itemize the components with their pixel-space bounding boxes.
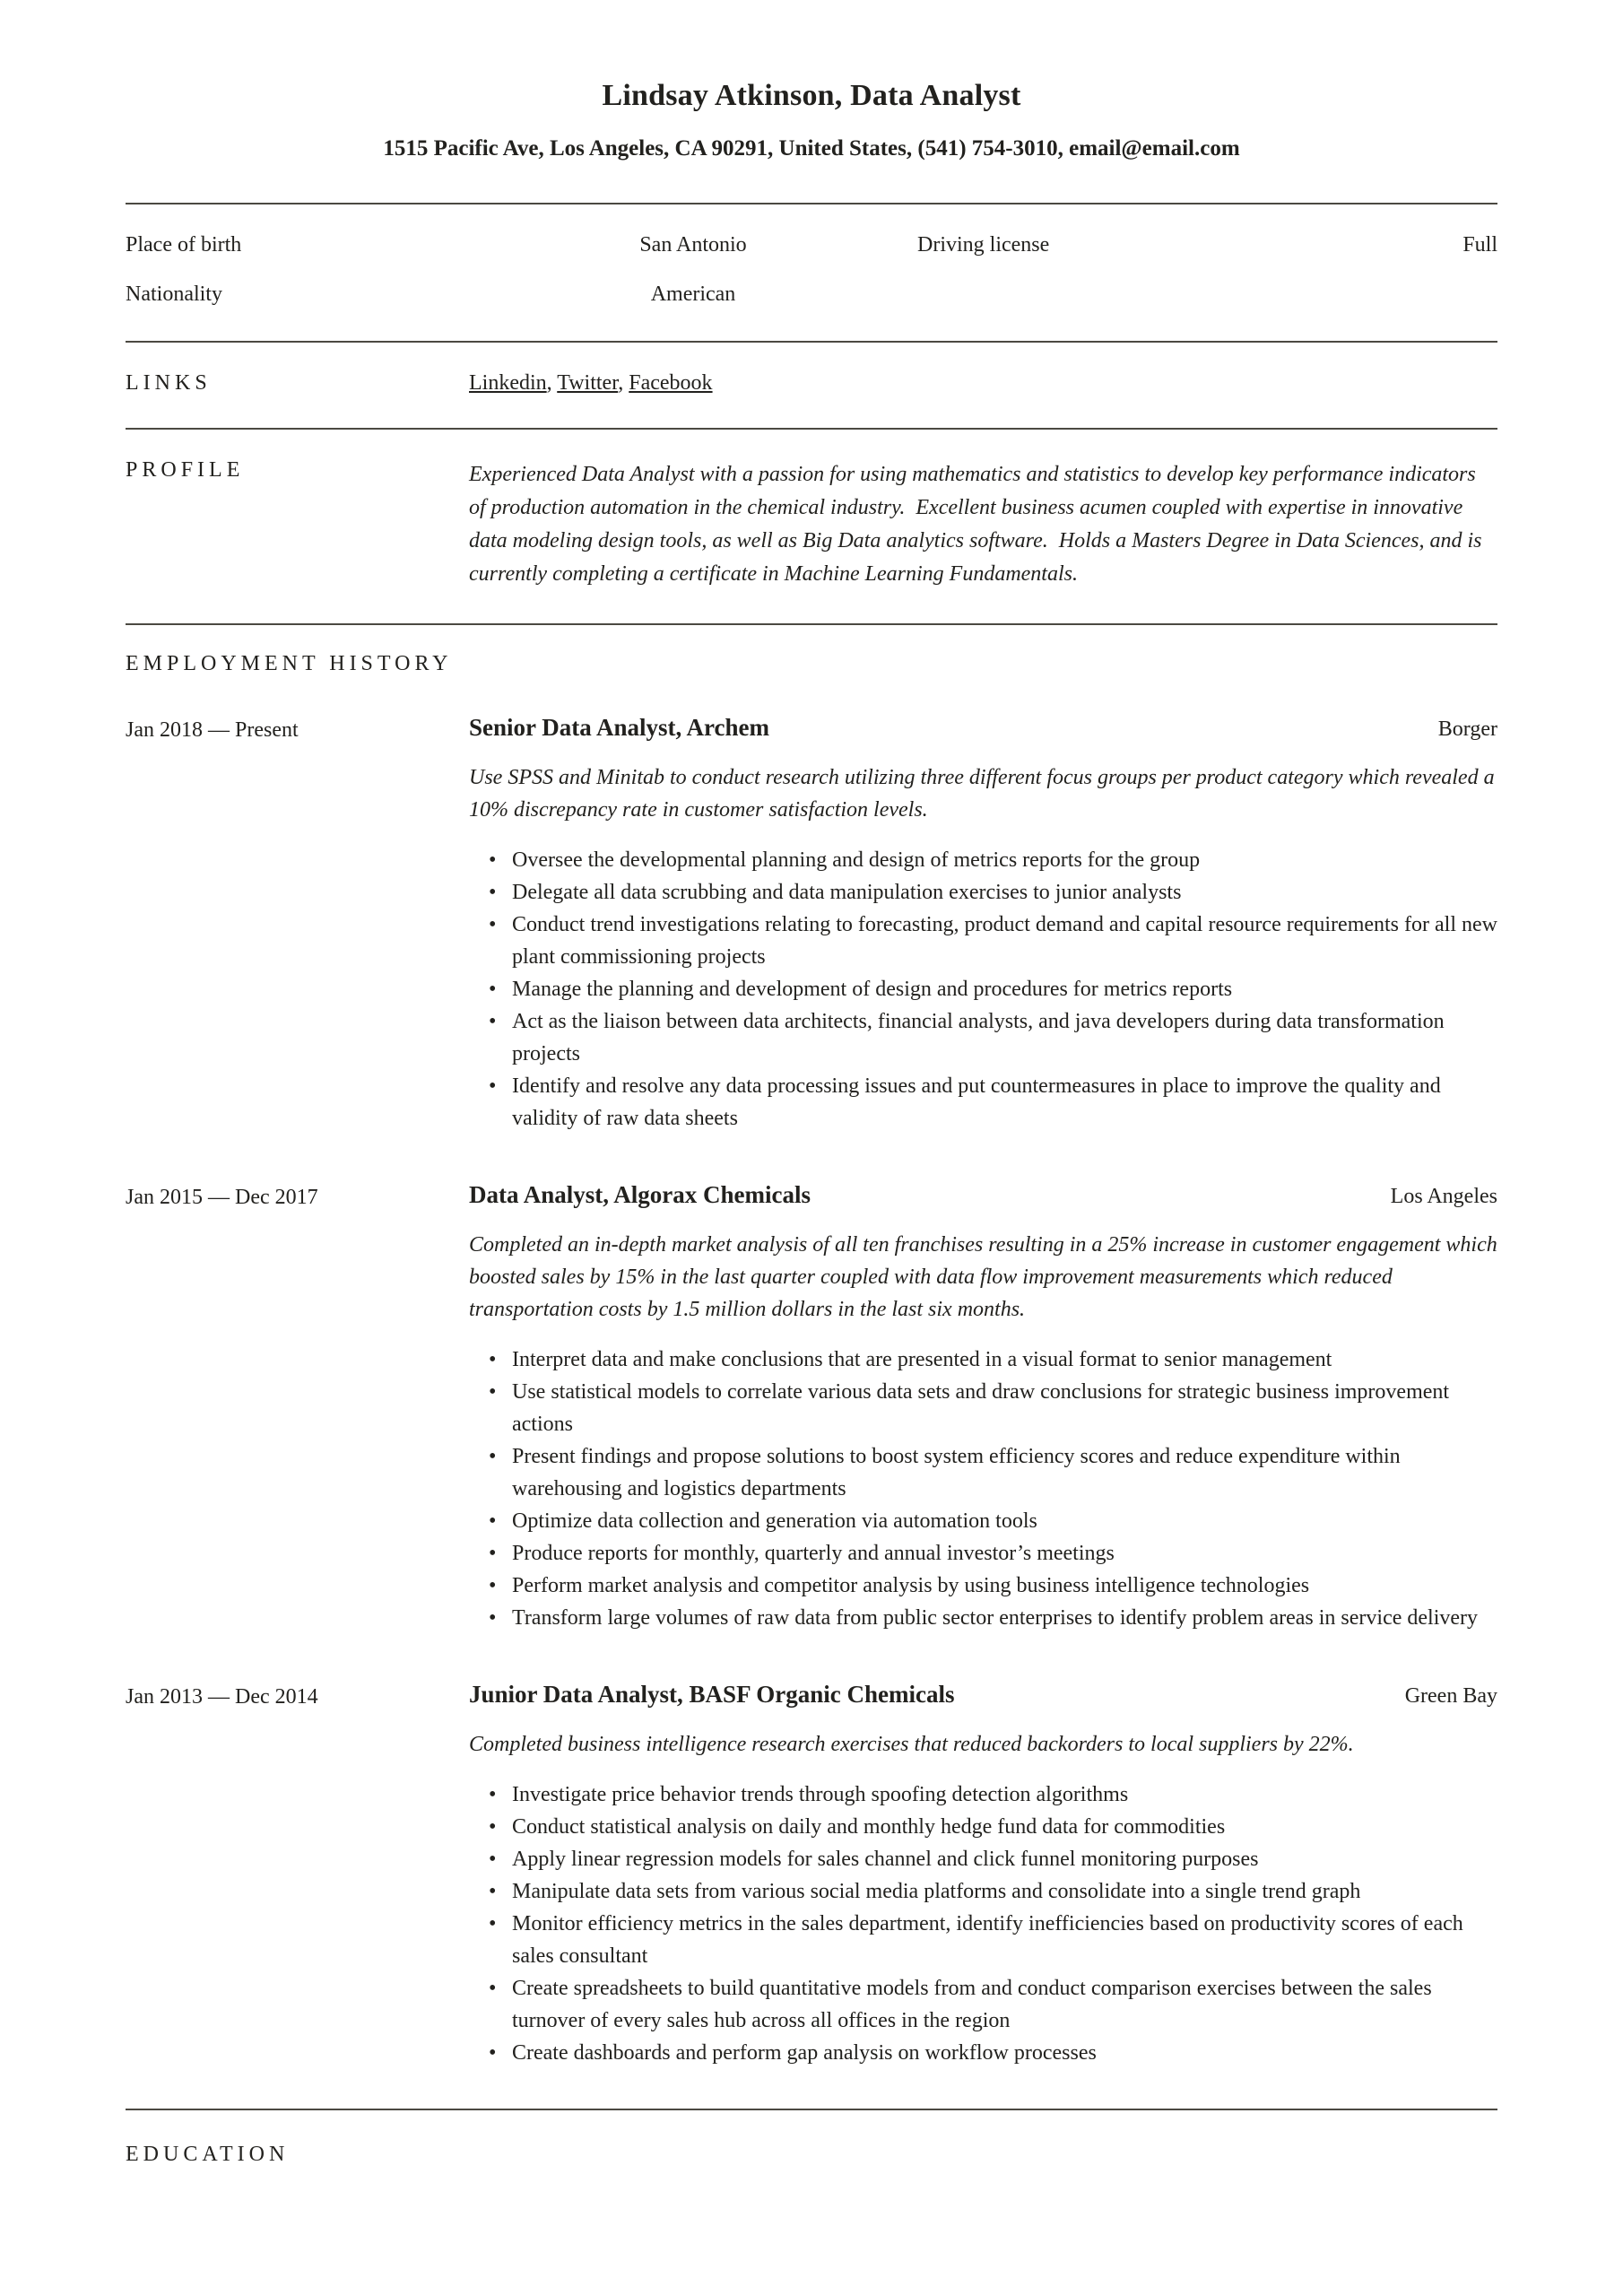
job-bullets [469,844,1497,1135]
job-date: Jan 2015 — Dec 2017 [126,1186,318,1209]
place-of-birth-value: San Antonio [639,233,747,257]
bullet-item: • Monitor efficiency metrics in the sales department, identify inefficiencies based on productivity scores of each sales consultant [469,1908,1497,1972]
bullet-item: • Optimize data collection and generation via automation tools [469,1505,1497,1537]
bullet-item: • Transform large volumes of raw data from public sector enterprises to identify problem areas in service delivery [469,1602,1497,1634]
job-body [469,1681,1497,2069]
contact-line: 1515 Pacific Ave, Los Angeles, CA 90291, United States, (541) 754-3010, email@email.com [383,136,1240,161]
job-summary: Use SPSS and Minitab to conduct research utilizing three different focus groups per product category which revealed a 10% discrepancy rate in customer satisfaction levels. [469,766,1495,822]
job-location: Los Angeles [1390,1185,1497,1208]
links-heading: LINKS [126,371,212,395]
links-content [469,371,1497,396]
job-header [469,1681,1497,1709]
job-location: Green Bay [1404,1684,1497,1708]
bullet-item: • Apply linear regression models for sales channel and click funnel monitoring purposes [469,1843,1497,1875]
bullet-item: • Present findings and propose solutions to boost system efficiency scores and reduce expenditure within warehousing and logistics departments [469,1440,1497,1505]
job-body [469,714,1497,1135]
bullet-item: • Conduct statistical analysis on daily and monthly hedge fund data for commodities [469,1811,1497,1843]
job-body [469,1181,1497,1634]
bullet-item: • Manipulate data sets from various social media platforms and consolidate into a single trend graph [469,1875,1497,1908]
bullet-item: • Identify and resolve any data processing issues and put countermeasures in place to improve the quality and validity of raw data sheets [469,1070,1497,1135]
job-header [469,1181,1497,1209]
bullet-item: • Manage the planning and development of design and procedures for metrics reports [469,973,1497,1005]
profile-text: Experienced Data Analyst with a passion for using mathematics and statistics to develop key performance indicators of production automation in the chemical industry. Excellent business acumen coupled with expertise in innovative data modeling design tools, as well as Big Data analytics software. Holds a Masters Degree in Data Sciences, and is currently completing a certificate in Machine Learning Fundamentals. [469,463,1488,586]
job-bullets [469,1344,1497,1634]
bullet-item: • Use statistical models to correlate various data sets and draw conclusions for strategic business improvement actions [469,1376,1497,1440]
link-facebook[interactable]: Facebook [629,371,713,395]
link-linkedin[interactable]: Linkedin [469,371,547,395]
links-section [126,343,1497,428]
link-separator: , [546,371,558,395]
job-title: Data Analyst, Algorax Chemicals [469,1181,811,1208]
bullet-item: • Delegate all data scrubbing and data manipulation exercises to junior analysts [469,876,1497,909]
personal-details [126,204,1497,341]
employment-section [126,625,1497,2109]
education-section [126,2110,1497,2167]
education-heading: EDUCATION [126,2143,290,2166]
job-header [469,714,1497,742]
job-title: Junior Data Analyst, BASF Organic Chemicals [469,1681,955,1708]
job-title: Senior Data Analyst, Archem [469,714,770,741]
driving-license-value: Full [1462,233,1497,257]
resume-header [126,79,1497,203]
job-summary: Completed an in-depth market analysis of all ten franchises resulting in a 25% increase in customer engagement which boosted sales by 15% in the last quarter coupled with data flow improvement measurements which reduced transportation costs by 1.5 million dollars in the last six months. [469,1233,1497,1321]
employment-heading: EMPLOYMENT HISTORY [126,652,453,675]
driving-license-label: Driving license [917,233,1050,257]
bullet-item: • Perform market analysis and competitor analysis by using business intelligence technologies [469,1570,1497,1602]
job-entry [126,714,1497,1135]
job-date: Jan 2013 — Dec 2014 [126,1685,318,1709]
bullet-item: • Investigate price behavior trends through spoofing detection algorithms [469,1779,1497,1811]
link-twitter[interactable]: Twitter [557,371,619,395]
job-bullets [469,1779,1497,2069]
nationality-value: American [650,283,736,306]
job-entry [126,1181,1497,1634]
profile-heading: PROFILE [126,458,245,482]
nationality-label: Nationality [126,283,222,306]
link-separator: , [618,371,629,395]
bullet-item: • Oversee the developmental planning and design of metrics reports for the group [469,844,1497,876]
place-of-birth-label: Place of birth [126,233,242,257]
person-name: Lindsay Atkinson, Data Analyst [602,79,1021,112]
job-entry [126,1681,1497,2069]
profile-section [126,430,1497,623]
bullet-item: • Conduct trend investigations relating to forecasting, product demand and capital resource requirements for all new plant commissioning projects [469,909,1497,973]
bullet-item: • Create dashboards and perform gap analysis on workflow processes [469,2037,1497,2069]
job-date: Jan 2018 — Present [126,718,299,742]
bullet-item: • Interpret data and make conclusions that are presented in a visual format to senior management [469,1344,1497,1376]
bullet-item: • Produce reports for monthly, quarterly and annual investor’s meetings [469,1537,1497,1570]
job-location: Borger [1437,718,1497,741]
bullet-item: • Create spreadsheets to build quantitative models from and conduct comparison exercises between the sales turnover of every sales hub across all offices in the region [469,1972,1497,2037]
job-summary: Completed business intelligence research exercises that reduced backorders to local suppliers by 22%. [469,1733,1354,1756]
bullet-item: • Act as the liaison between data architects, financial analysts, and java developers during data transformation projects [469,1005,1497,1070]
